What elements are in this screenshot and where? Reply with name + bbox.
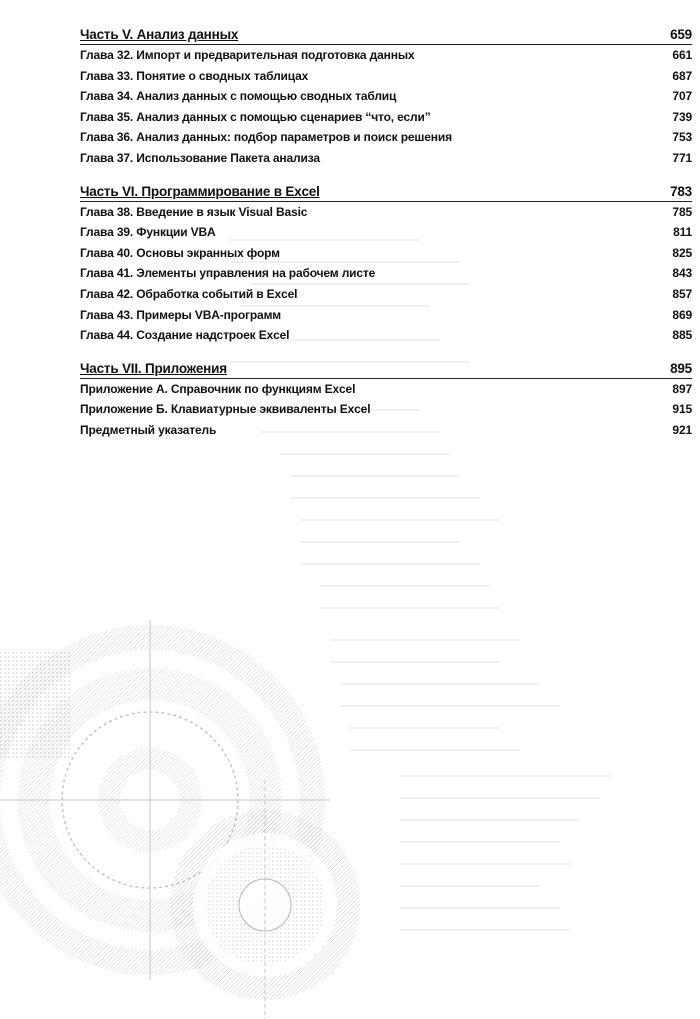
entry-title: Глава 40. Основы экранных форм	[80, 245, 280, 260]
entry-title: Приложение Б. Клавиатурные эквиваленты Excel	[80, 402, 371, 417]
toc-entry[interactable]	[80, 148, 692, 169]
part-title: Часть VII. Приложения	[80, 360, 227, 376]
toc-entry[interactable]	[80, 325, 692, 346]
entry-page: 897	[672, 381, 692, 396]
entry-page: 739	[672, 109, 692, 124]
entry-title: Глава 34. Анализ данных с помощью сводных таблиц	[80, 89, 397, 104]
toc-entry[interactable]	[80, 222, 692, 243]
toc-entry[interactable]	[80, 45, 692, 66]
toc-entry[interactable]	[80, 305, 692, 326]
entry-page: 687	[672, 68, 692, 83]
part-title: Часть VI. Программирование в Excel	[80, 183, 320, 199]
entry-page: 707	[672, 89, 692, 104]
entry-title: Глава 36. Анализ данных: подбор параметров и поиск решения	[80, 130, 452, 145]
entry-page: 885	[672, 328, 692, 343]
entry-title: Глава 33. Понятие о сводных таблицах	[80, 68, 309, 83]
toc-entry[interactable]	[80, 379, 692, 400]
part-heading[interactable]	[80, 360, 692, 379]
entry-page: 753	[672, 130, 692, 145]
toc-entry[interactable]	[80, 399, 692, 420]
toc-part-7	[80, 360, 692, 441]
toc-entry[interactable]	[80, 202, 692, 223]
part-heading[interactable]	[80, 183, 692, 202]
entry-page: 811	[673, 225, 692, 240]
entry-title: Предметный указатель	[80, 422, 217, 437]
entry-page: 843	[672, 266, 692, 281]
toc-entry[interactable]	[80, 107, 692, 128]
toc-part-6	[80, 183, 692, 346]
part-page: 895	[670, 360, 692, 376]
entry-title: Глава 38. Введение в язык Visual Basic	[80, 204, 308, 219]
part-page: 783	[670, 183, 692, 199]
entry-page: 771	[672, 150, 692, 165]
entry-title: Глава 35. Анализ данных с помощью сценариев “что, если”	[80, 109, 431, 124]
entry-page: 857	[672, 286, 692, 301]
part-heading[interactable]	[80, 26, 692, 45]
toc-entry[interactable]	[80, 263, 692, 284]
entry-title: Глава 43. Примеры VBA-программ	[80, 307, 282, 322]
entry-page: 825	[672, 245, 692, 260]
entry-title: Глава 44. Создание надстроек Excel	[80, 328, 290, 343]
entry-page: 661	[672, 48, 692, 62]
toc-entry[interactable]	[80, 420, 692, 441]
entry-title: Приложение А. Справочник по функциям Excel	[80, 381, 356, 396]
entry-page: 785	[672, 204, 692, 219]
entry-title: Глава 32. Импорт и предварительная подготовка данных	[80, 48, 415, 62]
toc-entry[interactable]	[80, 243, 692, 264]
entry-page: 915	[672, 402, 692, 417]
entry-title: Глава 39. Функции VBA	[80, 225, 216, 240]
toc-entry[interactable]	[80, 127, 692, 148]
entry-page: 869	[672, 307, 692, 322]
entry-title: Глава 41. Элементы управления на рабочем листе	[80, 266, 376, 281]
table-of-contents	[80, 26, 692, 455]
toc-part-5	[80, 26, 692, 169]
toc-entry[interactable]	[80, 66, 692, 87]
entry-page: 921	[672, 422, 692, 437]
part-page: 659	[670, 27, 692, 42]
toc-entry[interactable]	[80, 284, 692, 305]
toc-entry[interactable]	[80, 86, 692, 107]
entry-title: Глава 37. Использование Пакета анализа	[80, 150, 320, 165]
entry-title: Глава 42. Обработка событий в Excel	[80, 286, 298, 301]
part-title: Часть V. Анализ данных	[80, 27, 239, 42]
